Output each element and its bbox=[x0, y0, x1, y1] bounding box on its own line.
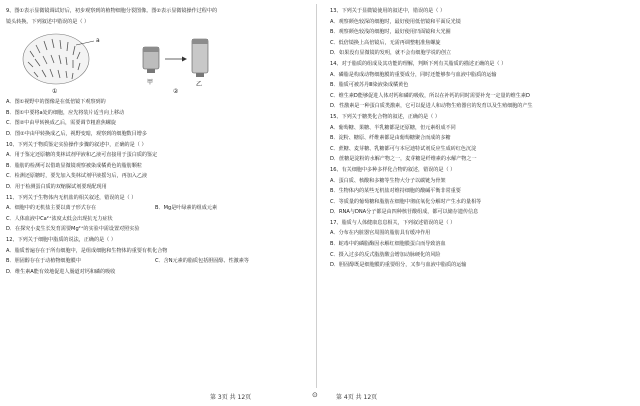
q17-option-a: A．分布在内脏器官周围的脂肪具有缓冲作用 bbox=[330, 230, 431, 237]
q9-figure bbox=[16, 29, 304, 95]
q12-stem: 12、下列关于细胞中脂质的说法，正确的是（ ） bbox=[6, 236, 116, 243]
question-11 bbox=[6, 193, 304, 235]
q15-option-a: A．葡萄糖、果糖、半乳糖都是还原糖，但元素组成不同 bbox=[330, 124, 456, 131]
q16-option-d: D．RNA与DNA分子都是由四种核苷酸组成，都可以储存遗传信息 bbox=[330, 209, 479, 216]
binding-mark-icon: ⊙ bbox=[312, 391, 318, 399]
cell-field-image bbox=[23, 34, 94, 84]
q14-stem: 14、对于脂质的组成及其功能的理解，判断下列有关脂质的描述正确的是（ ） bbox=[330, 60, 507, 67]
q12-option-a: A．脂质普遍存在于所有细胞中，是组成细胞和生物体的重要有机化合物 bbox=[6, 247, 168, 254]
question-9 bbox=[6, 6, 304, 140]
q16-option-c: C．等质量的葡萄糖和脂肪在细胞中彻底氧化分解时产生水的量相等 bbox=[330, 198, 482, 205]
q15-option-b: B．淀粉、糖原、纤维素都是由葡萄糖聚合而成的多糖 bbox=[330, 135, 451, 142]
q10-option-a: A．用于鉴定还原糖的斐林试剂甲液和乙液可直接用于蛋白质的鉴定 bbox=[6, 152, 158, 159]
question-16 bbox=[330, 165, 634, 218]
q16-option-a: A．蛋白质、核酸和多糖等生物大分子以碳链为骨架 bbox=[330, 177, 446, 184]
fig-label-a: a bbox=[96, 37, 100, 45]
q9-option-d: D．图②中由甲转换成乙后，视野变暗，观察到的细胞数目增多 bbox=[6, 130, 147, 137]
question-12 bbox=[6, 235, 304, 277]
q13-option-d: D．如果没有显微镜的发明，就不会有细胞学说的创立 bbox=[330, 50, 452, 57]
q9-option-a: A．图①视野中的图像是在低倍镜下观察到的 bbox=[6, 99, 106, 106]
q12-option-b: B．胆固醇存在于动植物细胞膜中 bbox=[6, 258, 81, 265]
page-divider bbox=[316, 4, 317, 388]
arrow-icon bbox=[165, 57, 187, 62]
objective-lens-yi bbox=[192, 39, 208, 77]
q13-option-a: A．观察颜色较深的细胞时，最好使用低倍镜和平面反光镜 bbox=[330, 18, 461, 25]
question-15 bbox=[330, 112, 634, 165]
q11-options-row1 bbox=[6, 203, 304, 214]
question-17 bbox=[330, 218, 634, 271]
q17-option-d: D．胆固醇既是细胞膜的重要组分，又参与血液中脂质的运输 bbox=[330, 262, 467, 269]
left-page bbox=[6, 6, 304, 277]
question-14 bbox=[330, 59, 634, 112]
q11-option-b: B．Mg是叶绿素的组成元素 bbox=[155, 205, 218, 212]
q9-option-b: B．图①中要将a处的细胞，应先将装片适当向上移动 bbox=[6, 109, 125, 116]
fig-label-2: ② bbox=[173, 88, 179, 96]
q9-option-c: C．图②中由甲转换成乙后，需要调节粗准焦螺旋 bbox=[6, 120, 116, 127]
q10-stem: 10、下列关于物质鉴定实验操作步骤的叙述中，正确的是（ ） bbox=[6, 141, 147, 148]
q14-option-c: C．维生素D能够促进人体对钙和磷的吸收，所以在补钙的同时需要补充一定量的维生素D bbox=[330, 92, 530, 99]
fig-label-yi: 乙 bbox=[196, 81, 203, 89]
q17-stem: 17、脂质与人体健康息息相关，下列叙述错误的是（ ） bbox=[330, 219, 456, 226]
q10-option-b: B．脂肪的检测可以借助显微镜观察被染成橘黄色的脂肪颗粒 bbox=[6, 162, 142, 169]
q13-option-c: C．低倍镜换上高倍镜后，无需再调整粗准焦螺旋 bbox=[330, 39, 441, 46]
q12-option-c: C．含N元素的脂质包括胆固醇、性激素等 bbox=[155, 258, 249, 265]
q16-option-b: B．生物体内的某些无机盐对维持细胞的酸碱平衡非常重要 bbox=[330, 188, 461, 195]
q11-option-d: D．在探究小麦生长发育需要Mg²⁺的实验中需设置对照实验 bbox=[6, 226, 140, 233]
question-13 bbox=[330, 6, 634, 59]
objective-lens-jia bbox=[143, 47, 159, 73]
q15-option-d: D．蔗糖是淀粉的水解产物之一，麦芽糖是纤维素的水解产物之一 bbox=[330, 156, 477, 163]
q10-option-d: D．用于检测蛋白质的双缩脲试剂要现配现用 bbox=[6, 183, 107, 190]
q16-stem: 16、有关细胞中多种多样化合物的叙述，错误的是（ ） bbox=[330, 166, 456, 173]
microscope-figure bbox=[16, 29, 246, 95]
q9-stem-line2: 镜头转换。下列叙述中错误的是（ ） bbox=[6, 18, 90, 25]
right-page bbox=[330, 6, 634, 271]
q13-stem: 13、下列关于显微镜使用的叙述中，错误的是（ ） bbox=[330, 8, 446, 14]
q13-option-b: B．观察颜色较浅的细胞时，最好使用凹面镜和大光圈 bbox=[330, 29, 451, 36]
q14-option-d: D．性激素是一种蛋白质类激素，它可以促进人和动物生殖器官的发育以及生殖细胞的产生 bbox=[330, 103, 533, 110]
q10-option-c: C．检测还原糖时，要先加入斐林试剂甲液摇匀后，再加入乙液 bbox=[6, 173, 148, 180]
fig-label-jia: 甲 bbox=[147, 79, 154, 87]
q14-option-a: A．磷脂是构成动物细胞膜的重要成分，同时还能够参与血液中脂质的运输 bbox=[330, 71, 497, 78]
q9-stem-line1: 9、图①表示显微镜调试好后，初步观察到的植物细胞分裂图像。图②表示显微镜操作过程中的 bbox=[6, 8, 218, 14]
q11-option-a: A．细胞中的无机盐主要以离子形式存在 bbox=[6, 205, 97, 212]
q14-option-b: B．脂质可被苏丹Ⅲ染液染成橘黄色 bbox=[330, 82, 409, 89]
page-number-right: 第 4页 共 12页 bbox=[336, 394, 378, 401]
q12-option-d: D．维生素A能有效地促进人肠道对钙和磷的吸收 bbox=[6, 268, 116, 275]
q11-stem: 11、下列关于生物体内无机盐的相关叙述，错误的是（ ） bbox=[6, 194, 137, 201]
q17-option-b: B．蛇毒中的磷脂酶因水解红细胞膜蛋白而导致溶血 bbox=[330, 241, 446, 248]
q15-stem: 15、下列关于糖类化合物的叙述，正确的是（ ） bbox=[330, 113, 440, 120]
question-10 bbox=[6, 140, 304, 193]
q15-option-c: C．蔗糖、麦芽糖、乳糖都可与本尼迪特试剂反应生成砖红色沉淀 bbox=[330, 145, 477, 152]
q17-option-c: C．摄入过多的反式脂肪酸会增加动脉硬化的风险 bbox=[330, 251, 441, 258]
q12-options-row bbox=[6, 256, 304, 267]
q11-option-c: C．人体血液中Ca²⁺浓度太低会出现抗无力症状 bbox=[6, 215, 113, 222]
fig-label-1: ① bbox=[52, 88, 58, 96]
page-number-left: 第 3页 共 12页 bbox=[210, 394, 252, 401]
